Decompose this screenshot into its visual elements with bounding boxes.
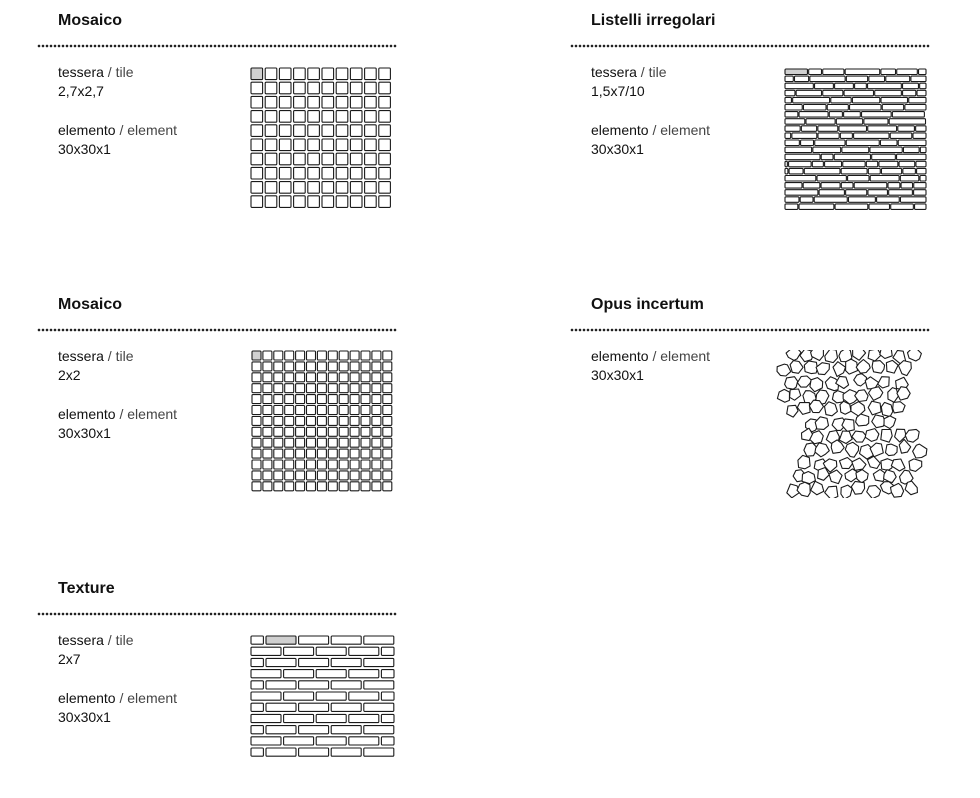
section-mosaico-2x2 xyxy=(37,284,397,514)
section-title: Mosaico xyxy=(58,12,123,29)
spec-separator: / xyxy=(115,406,128,422)
section-title: Listelli irregolari xyxy=(591,12,716,29)
spec-value: 30x30x1 xyxy=(591,141,644,157)
spec-tile xyxy=(591,63,710,101)
section-mosaico-2-7 xyxy=(37,0,397,230)
spec-label-it: tessera xyxy=(58,64,104,80)
dotted-divider xyxy=(37,44,397,48)
section-title: Texture xyxy=(58,580,115,597)
spec-label-it: tessera xyxy=(58,348,104,364)
spec-label-en: element xyxy=(660,122,711,138)
brick-bond-pattern-icon xyxy=(250,635,396,765)
spec-label-it: tessera xyxy=(591,64,637,80)
spec-label-it: elemento xyxy=(58,690,116,706)
spec-label-en: tile xyxy=(115,64,134,80)
spec-label-en: tile xyxy=(115,348,134,364)
spec-separator: / xyxy=(648,348,661,364)
spec-separator: / xyxy=(103,64,116,80)
spec-label-it: tessera xyxy=(58,632,104,648)
spec-list xyxy=(591,63,710,179)
spec-value: 30x30x1 xyxy=(58,425,111,441)
spec-separator: / xyxy=(103,632,116,648)
spec-label-it: elemento xyxy=(591,348,649,364)
section-title: Opus incertum xyxy=(591,296,704,313)
dotted-divider xyxy=(570,328,930,332)
random-stone-pattern-icon xyxy=(772,350,930,498)
spec-label-en: tile xyxy=(648,64,667,80)
spec-list xyxy=(58,347,177,463)
spec-label-it: elemento xyxy=(58,122,116,138)
spec-separator: / xyxy=(636,64,649,80)
spec-value: 30x30x1 xyxy=(591,367,644,383)
spec-element xyxy=(58,121,177,159)
spec-label-en: element xyxy=(660,348,711,364)
spec-tile xyxy=(58,63,177,101)
spec-value: 1,5x7/10 xyxy=(591,83,645,99)
spec-list xyxy=(58,63,177,179)
spec-separator: / xyxy=(103,348,116,364)
dotted-divider xyxy=(570,44,930,48)
spec-label-en: tile xyxy=(115,632,134,648)
irregular-strips-pattern-icon xyxy=(784,68,928,213)
spec-element xyxy=(591,347,710,385)
spec-tile xyxy=(58,347,177,385)
spec-label-en: element xyxy=(127,406,178,422)
spec-list xyxy=(58,631,177,747)
spec-separator: / xyxy=(115,122,128,138)
spec-list xyxy=(591,347,710,405)
section-title: Mosaico xyxy=(58,296,123,313)
spec-element xyxy=(591,121,710,159)
spec-separator: / xyxy=(648,122,661,138)
spec-label-it: elemento xyxy=(58,406,116,422)
spec-label-it: elemento xyxy=(591,122,649,138)
section-listelli-irregolari xyxy=(570,0,930,230)
spec-value: 2x2 xyxy=(58,367,81,383)
spec-separator: / xyxy=(115,690,128,706)
spec-value: 30x30x1 xyxy=(58,141,111,157)
spec-value: 2,7x2,7 xyxy=(58,83,104,99)
spec-element xyxy=(58,405,177,443)
spec-label-en: element xyxy=(127,122,178,138)
dotted-divider xyxy=(37,328,397,332)
section-texture xyxy=(37,568,397,798)
dotted-divider xyxy=(37,612,397,616)
spec-element xyxy=(58,689,177,727)
spec-value: 30x30x1 xyxy=(58,709,111,725)
spec-tile xyxy=(58,631,177,669)
square-grid-mosaic-pattern-icon xyxy=(250,67,396,213)
section-opus-incertum xyxy=(570,284,930,514)
small-square-grid-mosaic-pattern-icon xyxy=(251,350,395,496)
spec-label-en: element xyxy=(127,690,178,706)
spec-value: 2x7 xyxy=(58,651,81,667)
